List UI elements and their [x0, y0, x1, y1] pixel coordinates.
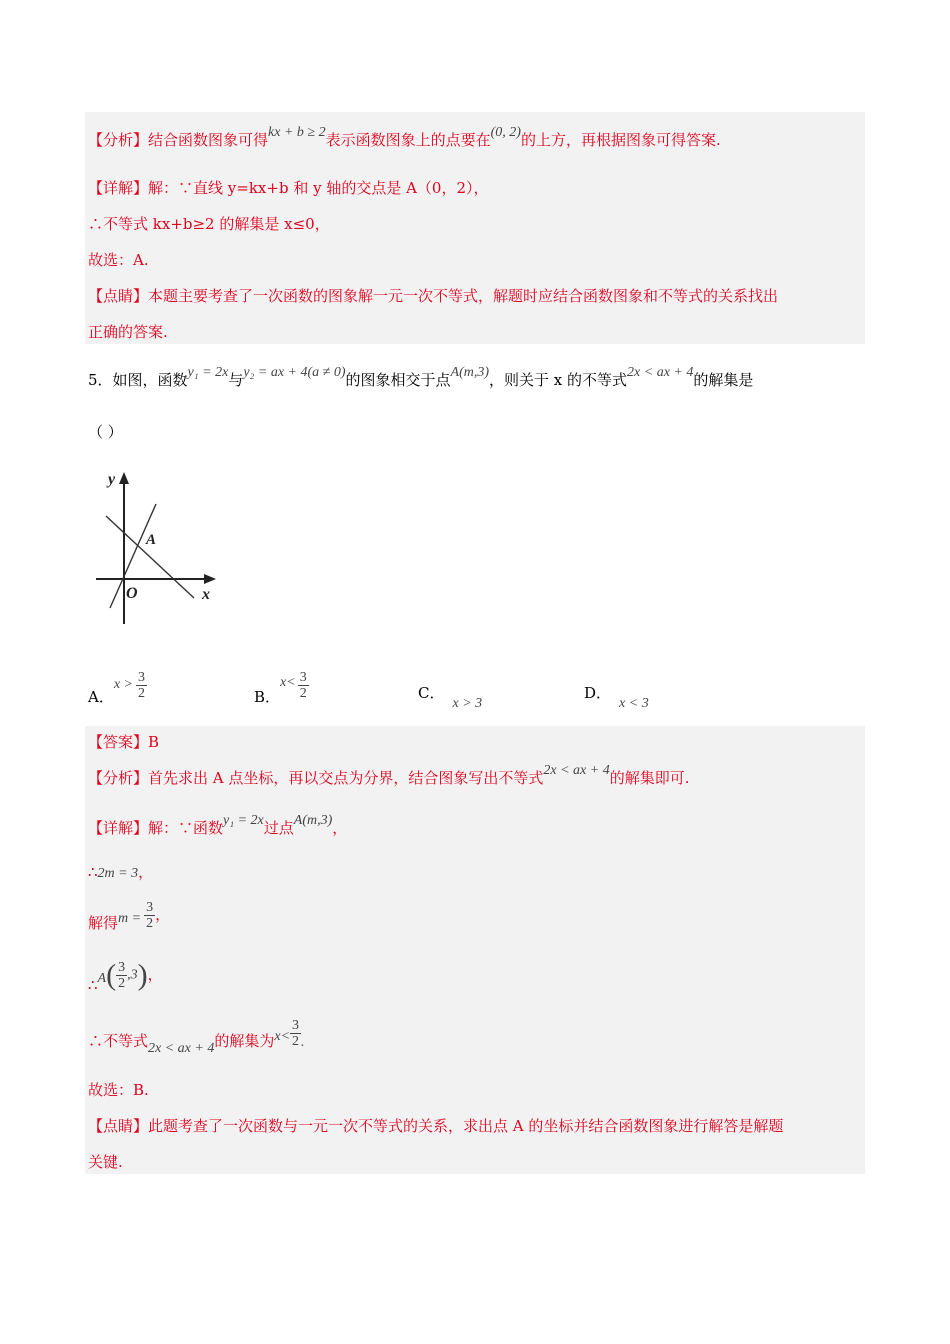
- option-d[interactable]: D．x < 3: [584, 684, 649, 711]
- q5-answer: 【答案】B: [88, 733, 160, 751]
- math-func1: y₁ = 2x: [187, 365, 229, 380]
- origin-label: O: [126, 585, 138, 602]
- x-label: x: [202, 586, 210, 603]
- frac-3-2: $\frac{3}{2}$: [138, 670, 146, 701]
- option-c[interactable]: C．x > 3: [418, 684, 483, 711]
- q5-solution-block: [85, 726, 865, 1174]
- q4-comment-line-2: 正确的答案.: [88, 323, 168, 341]
- q5-step-4: ∴不等式2x < ax + 4的解集为x< $\frac{3}{2}$ .: [88, 1018, 305, 1056]
- q5-comment-line-2: 关键.: [88, 1153, 123, 1171]
- math-point-am3: A(m,3): [450, 365, 490, 380]
- q4-choice-line: 故选：A.: [88, 251, 149, 269]
- q5-choice: 故选：B.: [88, 1081, 149, 1099]
- option-b[interactable]: B．x< $\frac{3}{2}$: [254, 670, 307, 706]
- analysis-label: 【分析】: [88, 131, 149, 149]
- q5-step-3: ∴A( $\frac{3}{2}$ ,3)，: [88, 958, 163, 994]
- q4-comment-line-1: 【点睛】本题主要考查了一次函数的图象解一元一次不等式，解题时应结合函数图象和不等式的关系找出: [88, 287, 779, 305]
- frac-3-2: $\frac{3}{2}$: [292, 1018, 300, 1049]
- math-kx-b: kx + b ≥ 2: [268, 125, 326, 140]
- option-a[interactable]: A．x > $\frac{3}{2}$: [88, 670, 146, 706]
- frac-3-2: $\frac{3}{2}$: [118, 960, 126, 991]
- q4-analysis-line: 【分析】结合函数图象可得kx + b ≥ 2表示函数图象上的点要在(0, 2)的上方，再根据图象可得答案.: [88, 125, 721, 149]
- q5-question-line: 5．如图，函数y₁ = 2x与y₂ = ax + 4(a ≠ 0)的图象相交于点A(m,3)，则关于 x 的不等式2x < ax + 4的解集是: [88, 365, 754, 389]
- q5-graph: [92, 466, 222, 626]
- q5-step-1: ∴2m = 3，: [88, 863, 154, 881]
- q5-paren: （ ）: [88, 423, 123, 441]
- q5-detail-line: 【详解】解：∵函数y₁ = 2x过点A(m,3)，: [88, 813, 348, 837]
- q4-detail-line-2: ∴不等式 kx+b≥2 的解集是 x≤0，: [88, 215, 330, 233]
- point-a-label: A: [146, 532, 157, 548]
- y-axis-arrow: [119, 472, 129, 484]
- q4-detail-line-1: 【详解】解：∵直线 y=kx+b 和 y 轴的交点是 A（0，2），: [88, 179, 489, 197]
- q5-step-2: 解得m = $\frac{3}{2}$ ，: [88, 900, 171, 932]
- math-func2: y₂ = ax + 4(a ≠ 0): [243, 365, 346, 380]
- q5-comment-line-1: 【点睛】此题考查了一次函数与一元一次不等式的关系，求出点 A 的坐标并结合函数图象进行解答是解题: [88, 1117, 784, 1135]
- x-axis-arrow: [204, 574, 216, 584]
- frac-3-2: $\frac{3}{2}$: [299, 670, 307, 701]
- math-point-02: (0, 2): [490, 125, 521, 140]
- math-inequality: 2x < ax + 4: [627, 365, 694, 380]
- q5-analysis-line: 【分析】首先求出 A 点坐标，再以交点为分界，结合图象写出不等式2x < ax + 4的解集即可.: [88, 763, 690, 787]
- frac-3-2: $\frac{3}{2}$: [146, 900, 154, 931]
- y-label: y: [108, 471, 116, 488]
